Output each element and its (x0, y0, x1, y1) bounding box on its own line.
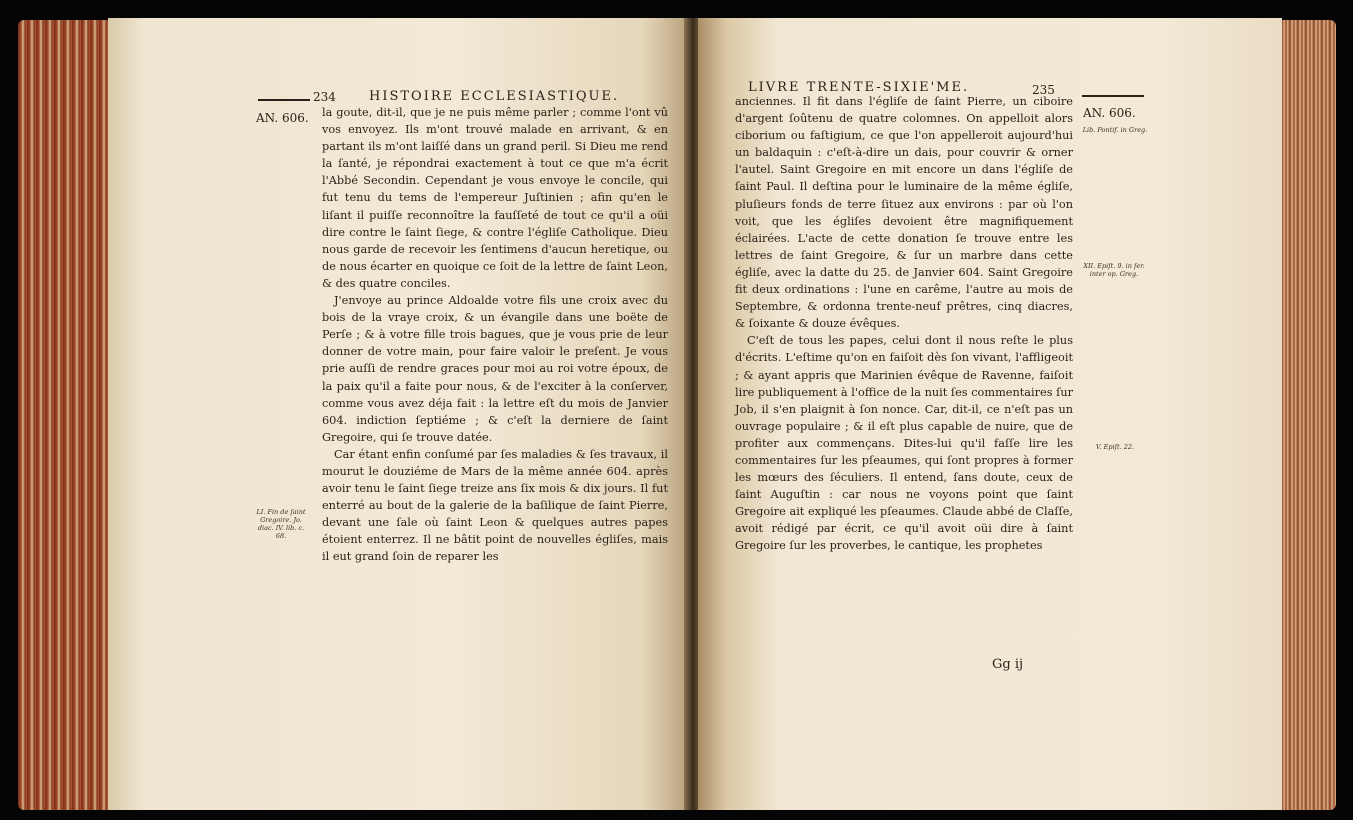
signature-mark: Gg ij (992, 657, 1024, 672)
right-page-number: 235 (1032, 83, 1055, 97)
right-body-text (735, 93, 1073, 555)
left-paragraph-1: la goute, dit-il, que je ne puis même parler ; comme l'ont vû vos envoyez. Ils m'ont trouvé malade en arrivant, & en partant ils m'ont laiſſé dans un grand peril. Si Dieu me rend la ſanté, je répondrai exactement à tout ce que m'a écrit l'Abbé Secondin. Cependant je vous envoye le concile, qui fut tenu du tems de l'empereur Juſtinien ; afin qu'en le liſant il puiſſe reconnoître la fauſſeté de tout ce qu'il a oüi dire contre le ſaint ſiege, & contre l'égliſe Catholique. Dieu nous garde de recevoir les ſentimens d'aucun heretique, ou de nous écarter en quoique ce ſoit de la lettre de ſaint Leon, & des quatre conciles. (322, 106, 669, 290)
left-page-edges (18, 20, 113, 810)
left-running-head: HISTOIRE ECCLESIASTIQUE. (369, 89, 620, 104)
left-side-note: LI. Fin de ſaint Gregoire. Jo. diac. IV. lib. c. 68. (256, 508, 306, 540)
right-side-note-3: V. Epiſt. 22. (1095, 443, 1135, 451)
left-head-rule (258, 99, 310, 101)
right-margin-year: AN. 606. (1083, 106, 1136, 120)
right-paragraph-2: C'eſt de tous les papes, celui dont il nous reſte le plus d'écrits. L'eſtime qu'on en faiſoit dès ſon vivant, l'affligeoit ; & ayant appris que Marinien évêque de Ravenne, faiſoit lire publiquement à l'office de la nuit ſes commentaires ſur Job, il s'en plaignit à ſon nonce. Car, dit-il, ce n'eſt pas un ouvrage populaire ; & il eſt plus capable de nuire, que de profiter aux commençans. Dites-lui qu'il faſſe lire les commentaires ſur les pſeaumes, qui ſont propres à former les mœurs des ſéculiers. Il entend, ſans doute, ceux de ſaint Auguſtin : car nous ne voyons point que ſaint Gregoire ait expliqué les pſeaumes. Claude abbé de Claſſe, avoit rédigé par écrit, ce qu'il avoit oüi dire à ſaint Gregoire ſur les proverbes, le cantique, les prophetes (735, 334, 1073, 553)
left-paragraph-2: J'envoye au prince Aldoalde votre fils une croix avec du bois de la vraye croix, & un évangile dans une boëte de Perſe ; & à votre fille trois bagues, que je vous prie de leur donner de votre main, pour faire valoir le preſent. Je vous prie auſſi de rendre graces pour moi au roi votre époux, de la paix qu'il a faite pour nous, & de l'exciter à la conſerver, comme vous avez déja fait : la lettre eſt du mois de Janvier 604. indiction ſeptiéme ; & c'eſt la derniere de ſaint Gregoire, qui ſe trouve datée. (322, 294, 668, 444)
right-side-note-2: XII. Epiſt. 9. in ſer. inter op. Greg. (1083, 262, 1145, 278)
left-margin-year: AN. 606. (256, 111, 309, 125)
right-head-rule (1082, 95, 1144, 97)
left-paragraph-3: Car étant enfin conſumé par ſes maladies & ſes travaux, il mourut le douziéme de Mars de la même année 604. après avoir tenu le ſaint ſiege treize ans ſix mois & dix jours. Il fut enterré au bout de la galerie de la baſilique de ſaint Pierre, devant une ſale où ſaint Leon & quelques autres papes étoient enterrez. Il ne bâtit point de nouvelles égliſes, mais il eut grand ſoin de reparer les (322, 447, 668, 564)
right-side-note-1: Lib. Pontif. in Greg. (1082, 126, 1148, 134)
right-paragraph-1: anciennes. Il fit dans l'égliſe de ſaint Pierre, un ciboire d'argent ſoûtenu de quatre colomnes. On appelloit alors ciborium ou faſtigium, ce que l'on appelleroit aujourd'hui un baldaquin : c'eſt-à-dire un dais, pour couvrir & orner l'autel. Saint Gregoire en mit encore un dans l'égliſe de ſaint Paul. Il deſtina pour le luminaire de la même égliſe, pluſieurs fonds de terre ſituez aux environs : par où l'on voit, que les égliſes devoient être magnifiquement éclairées. L'acte de cette donation ſe trouve entre les lettres de ſaint Gregoire, & ſur un marbre dans cette égliſe, avec la datte du 25. de Janvier 604. Saint Gregoire fit deux ordinations : l'une en carême, l'autre au mois de Septembre, & ordonna trente-neuf prêtres, cinq diacres, & ſoixante & douze évêques. (735, 95, 1073, 331)
left-body-text (322, 104, 668, 566)
left-page-number: 234 (313, 90, 336, 104)
right-running-head: LIVRE TRENTE-SIXIE'ME. (748, 80, 970, 95)
